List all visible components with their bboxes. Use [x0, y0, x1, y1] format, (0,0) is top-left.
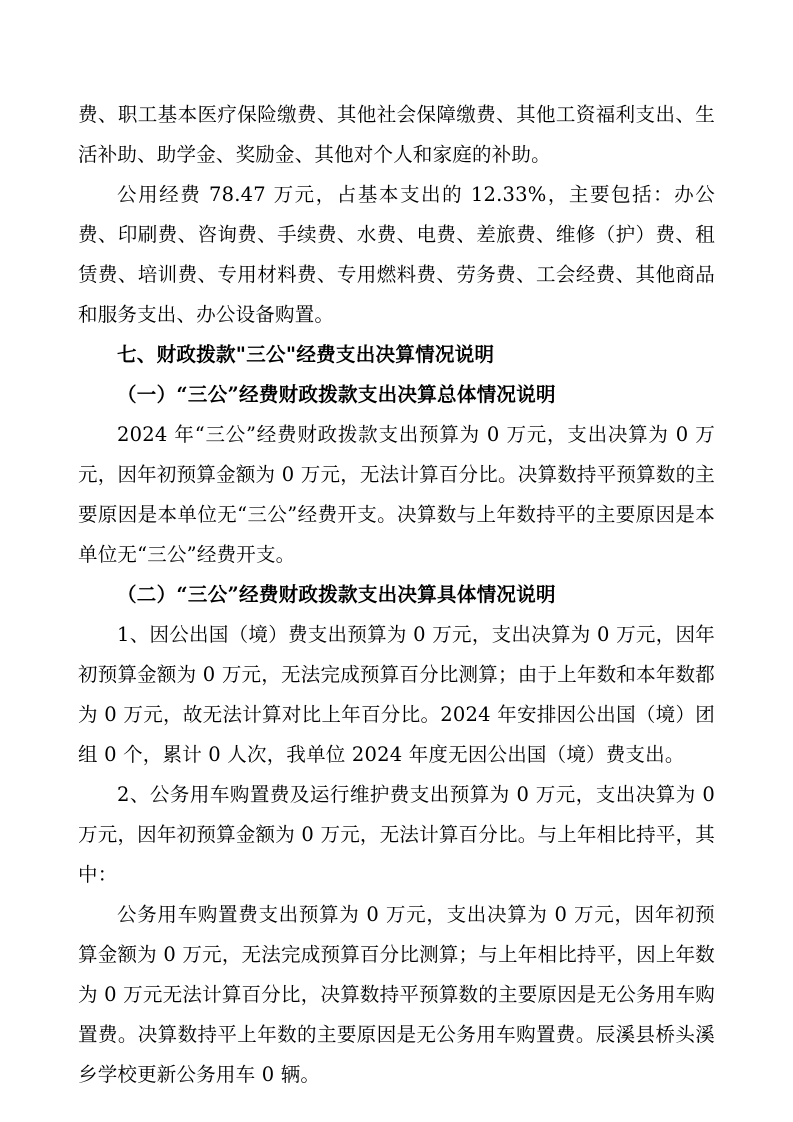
paragraph-vehicle-purchase: 公务用车购置费支出预算为 0 万元，支出决算为 0 万元，因年初预算金额为 0 万元，无法完成预算百分比测算；与上年相比持平，因上年数为 0 万元无法计算百分比，决算数持平预算数的主要原因是无公务用车购置费。决算数持平上年数的主要原因是无公务用车购置费。辰溪县桥头溪乡学校更新公务用车 0 辆。 — [78, 903, 715, 1086]
heading-subsection-one: （一）“三公”经费财政拨款支出决算总体情况说明 — [117, 383, 556, 406]
paragraph-item-two-vehicles: 2、公务用车购置费及运行维护费支出预算为 0 万元，支出决算为 0 万元，因年初预算金额为 0 万元，无法计算百分比。与上年相比持平，其中： — [78, 783, 715, 886]
document-body — [78, 95, 715, 1095]
paragraph-continued-benefits: 费、职工基本医疗保险缴费、其他社会保障缴费、其他工资福利支出、生活补助、助学金、奖励金、其他对个人和家庭的补助。 — [78, 103, 715, 166]
heading-subsection-two: （二）“三公”经费财政拨款支出决算具体情况说明 — [117, 583, 556, 606]
heading-section-seven: 七、财政拨款"三公"经费支出决算情况说明 — [117, 343, 495, 366]
paragraph-item-one-abroad: 1、因公出国（境）费支出预算为 0 万元，支出决算为 0 万元，因年初预算金额为 0 万元，无法完成预算百分比测算；由于上年数和本年数都为 0 万元，故无法计算对比上年百分比。2024 年安排因公出国（境）团组 0 个，累计 0 人次，我单位 2024 年度无因公出国（境）费支出。 — [78, 623, 715, 766]
paragraph-public-funds: 公用经费 78.47 万元，占基本支出的 12.33%，主要包括：办公费、印刷费、咨询费、手续费、水费、电费、差旅费、维修（护）费、租赁费、培训费、专用材料费、专用燃料费、劳务费、工会经费、其他商品和服务支出、办公设备购置。 — [78, 183, 715, 326]
paragraph-overall-situation: 2024 年“三公”经费财政拨款支出预算为 0 万元，支出决算为 0 万元，因年初预算金额为 0 万元，无法计算百分比。决算数持平预算数的主要原因是本单位无“三公”经费开支。决算数与上年数持平的主要原因是本单位无“三公”经费开支。 — [78, 423, 715, 566]
